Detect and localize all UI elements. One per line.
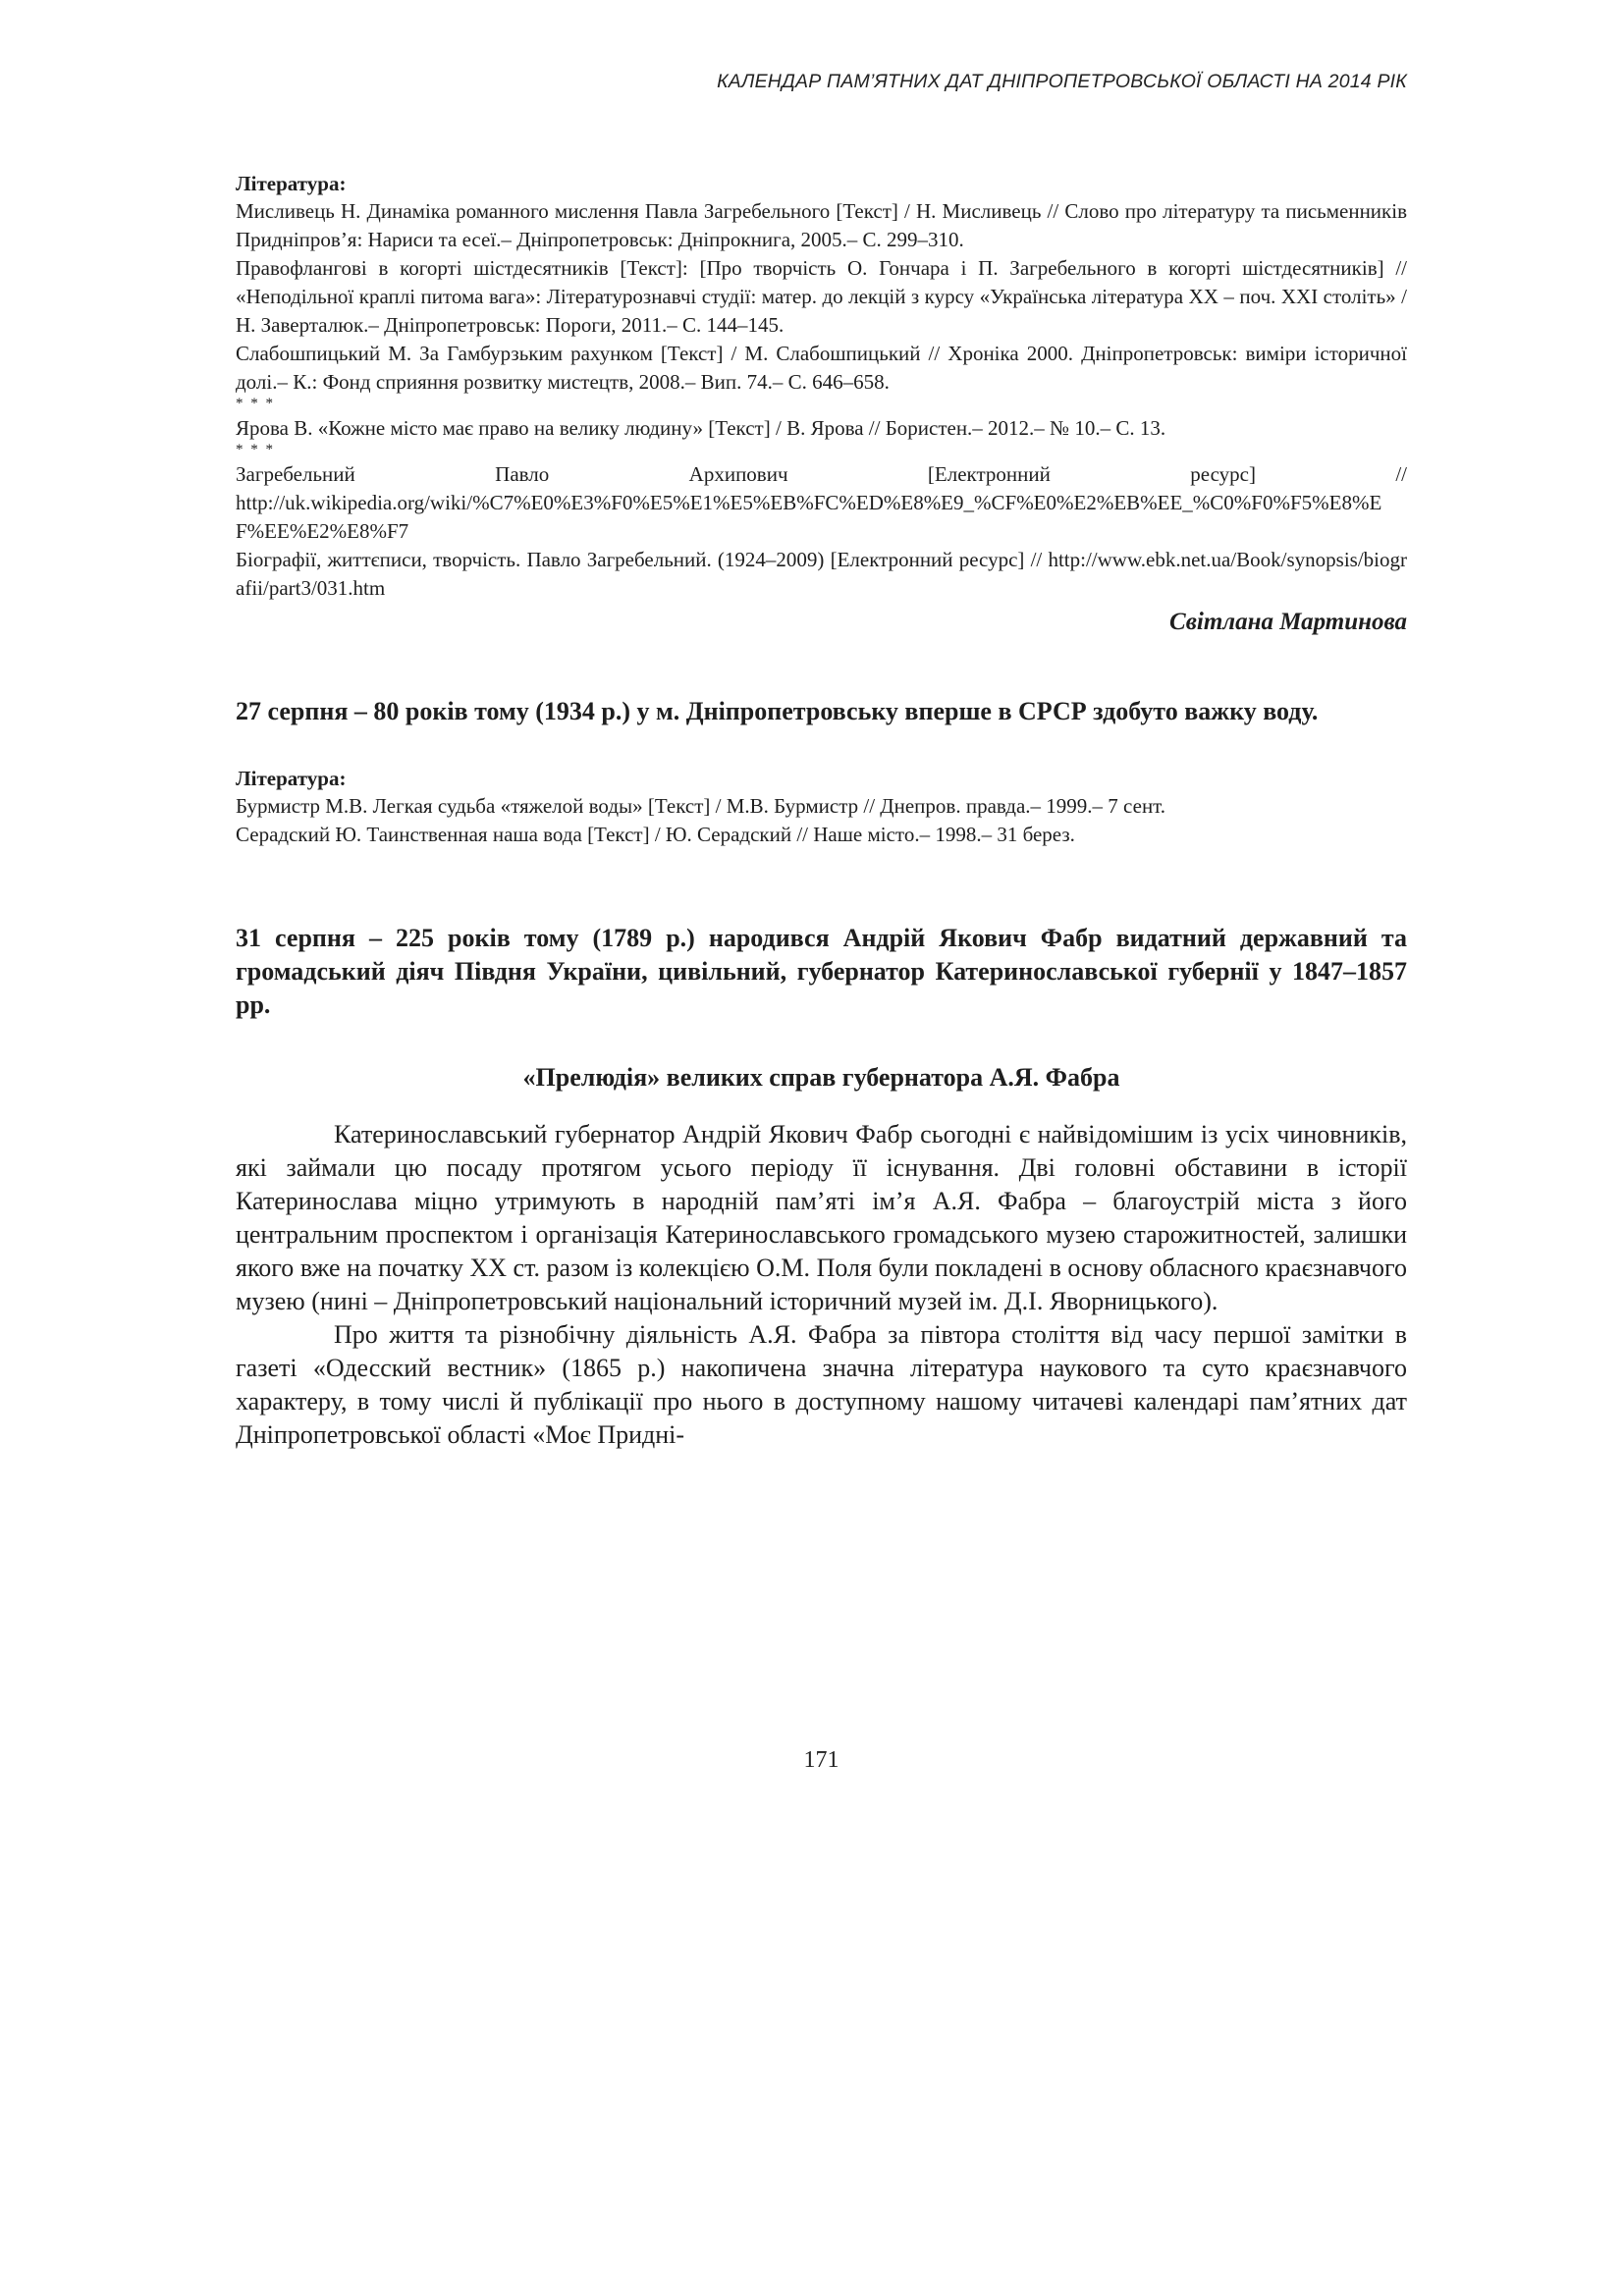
article-paragraph: Про життя та різнобічну діяльність А.Я. Фабра за півтора століття від часу першої замітки в газеті «Одесский вестник» (1865 р.) накопичена значна література наукового та суто краєзнавчого характеру, в тому числі й публікації про нього в доступному нашому читачеві календарі пам’ятних дат Дніпропетровської області «Моє Придні- [236, 1320, 1407, 1449]
event-heading: 27 серпня – 80 років тому (1934 р.) у м. Дніпропетровську вперше в СРСР здобуто важку воду. [236, 697, 1319, 725]
page-body [236, 171, 1407, 1452]
page-number: 171 [803, 1747, 839, 1773]
author-signature: Світлана Мартинова [1169, 609, 1407, 635]
running-header: КАЛЕНДАР ПАМ’ЯТНИХ ДАТ ДНІПРОПЕТРОВСЬКОЇ ОБЛАСТІ НА 2014 РІК [717, 71, 1407, 92]
reference-item: Правофлангові в когорті шістдесятників [Текст]: [Про творчість О. Гончара і П. Загребельного в когорті шістдесятників] // «Неподільної краплі питома вага»: Літературознавчі студії: матер. до лекцій з курсу «Українська література ХХ – поч. ХХІ століть» / Н. Заверталюк.– Дніпропетровськ: Пороги, 2011.– С. 144–145. [236, 256, 1407, 337]
reference-item: Серадский Ю. Таинственная наша вода [Текст] / Ю. Серадский // Наше місто.– 1998.– 31 берез. [236, 823, 1075, 846]
reference-item: Бурмистр М.В. Легкая судьба «тяжелой воды» [Текст] / М.В. Бурмистр // Днепров. правда.– 1999.– 7 сент. [236, 794, 1166, 818]
literature-heading: Література: [236, 767, 347, 790]
article-subtitle: «Прелюдія» великих справ губернатора А.Я. Фабра [522, 1063, 1120, 1092]
reference-item: Ярова В. «Кожне місто має право на велику людину» [Текст] / В. Ярова // Бористен.– 2012.– № 10.– С. 13. [236, 416, 1166, 440]
reference-item: Мисливець Н. Динаміка романного мислення Павла Загребельного [Текст] / Н. Мисливець // Слово про літературу та письменників Придніпров’я: Нариси та есеї.– Дніпропетровськ: Дніпрокнига, 2005.– С. 299–310. [236, 199, 1407, 251]
article-paragraph: Катеринославський губернатор Андрій Якович Фабр сьогодні є найвідомішим із усіх чиновників, які займали цю посаду протягом усього періоду її існування. Дві головні обставини в історії Катеринослава міцно утримують в народній пам’яті ім’я А.Я. Фабра – благоустрій міста з його центральним проспектом і організація Катеринославського громадського музею старожитностей, залишки якого вже на початку ХХ ст. разом із колекцією О.М. Поля були покладені в основу обласного краєзнавчого музею (нині – Дніпропетровський національний історичний музей ім. Д.І. Яворницького). [236, 1120, 1407, 1315]
reference-item: Слабошпицький М. За Гамбурзьким рахунком [Текст] / М. Слабошпицький // Хроніка 2000. Дніпропетровськ: виміри історичної долі.– К.: Фонд сприяння розвитку мистецтв, 2008.– Вип. 74.– С. 646–658. [236, 342, 1407, 394]
separator-stars: * * * [236, 442, 275, 457]
event-heading: 31 серпня – 225 років тому (1789 р.) народився Андрій Якович Фабр видатний державний та громадський діяч Півдня України, цивільний, губернатор Катеринославської губернії у 1847–1857 рр. [236, 924, 1407, 1019]
reference-url[interactable]: http://uk.wikipedia.org/wiki/%C7%E0%E3%F0%E5%E1%E5%EB%FC%ED%E8%E9_%CF%E0%E2%EB%EE_%C0%F0%F5%E8%EF%EE%E2%E8%F7 [236, 491, 1382, 543]
reference-item: Біографії, життєписи, творчість. Павло Загребельний. (1924–2009) [Електронний ресурс] // http://www.ebk.net.ua/Book/synopsis/biografii/part3/031.htm [236, 548, 1407, 600]
separator-stars: * * * [236, 396, 275, 411]
literature-heading: Література: [236, 172, 347, 195]
reference-item-title: Загребельний Павло Архипович [Електронний ресурс] // [236, 462, 1407, 486]
